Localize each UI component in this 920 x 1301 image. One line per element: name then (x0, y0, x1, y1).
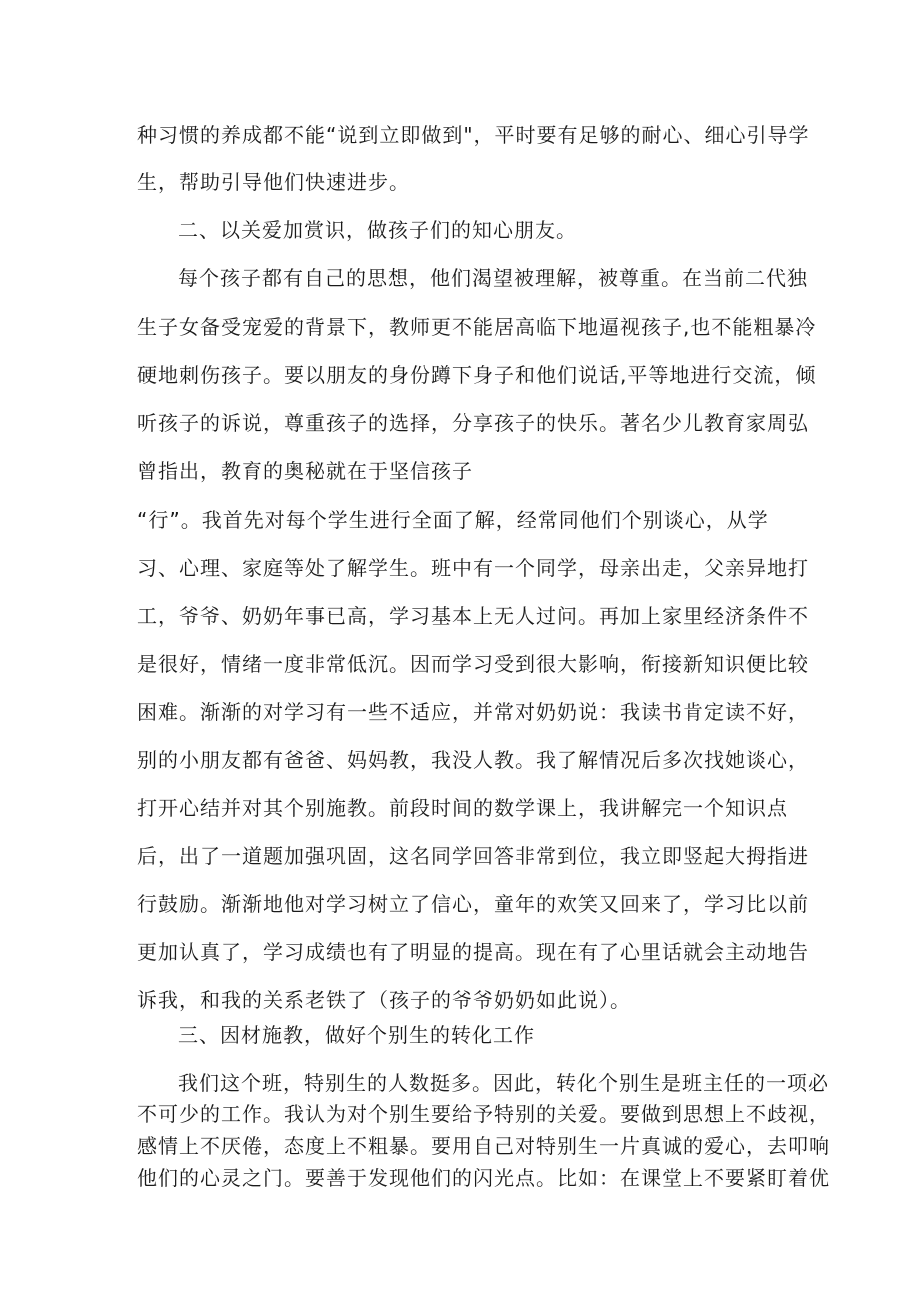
text-line: 他们的心灵之门。要善于发现他们的闪光点。比如：在课堂上不要紧盯着优 (137, 1166, 830, 1190)
text-line: “行”。我首先对每个学生进行全面了解，经常同他们个别谈心，从学 (137, 508, 769, 532)
text-line: 不可少的工作。我认为对个别生要给予特别的关爱。要做到思想上不歧视， (137, 1102, 830, 1126)
text-line: 种习惯的养成都不能“说到立即做到"，平时要有足够的耐心、细心引导学 (137, 123, 810, 147)
section-heading: 三、因材施教，做好个别生的转化工作 (178, 1023, 535, 1047)
text-line: 硬地刺伤孩子。要以朋友的身份蹲下身子和他们说话,平等地进行交流，倾 (137, 363, 817, 387)
text-line: 别的小朋友都有爸爸、妈妈教，我没人教。我了解情况后多次找她谈心， (137, 748, 809, 772)
text-line: 行鼓励。渐渐地他对学习树立了信心，童年的欢笑又回来了，学习比以前 (137, 892, 809, 916)
text-line: 工，爷爷、奶奶年事已高，学习基本上无人过问。再加上家里经济条件不 (137, 604, 809, 628)
text-line: 打开心结并对其个别施教。前段时间的数学课上，我讲解完一个知识点 (137, 796, 788, 820)
text-line: 曾指出，教育的奥秘就在于坚信孩子 (137, 459, 473, 483)
text-line: 诉我，和我的关系老铁了（孩子的爷爷奶奶如此说）。 (137, 988, 631, 1012)
text-line: 生，帮助引导他们快速进步。 (137, 170, 410, 194)
text-line: 我们这个班，特别生的人数挺多。因此，转化个别生是班主任的一项必 (178, 1071, 829, 1095)
text-line: 后，出了一道题加强巩固，这名同学回答非常到位，我立即竖起大拇指进 (137, 844, 809, 868)
text-line: 每个孩子都有自己的思想，他们渴望被理解，被尊重。在当前二代独 (178, 266, 808, 290)
text-line: 困难。渐渐的对学习有一些不适应，并常对奶奶说：我读书肯定读不好， (137, 700, 809, 724)
section-heading: 二、以关爱加赏识，做孩子们的知心朋友。 (178, 218, 577, 242)
text-line: 是很好，情绪一度非常低沉。因而学习受到很大影响，衔接新知识便比较 (137, 652, 809, 676)
text-line: 习、心理、家庭等处了解学生。班中有一个同学，母亲出走，父亲异地打 (137, 556, 809, 580)
text-line: 更加认真了，学习成绩也有了明显的提高。现在有了心里话就会主动地告 (137, 940, 809, 964)
text-line: 生子女备受宠爱的背景下，教师更不能居高临下地逼视孩子,也不能粗暴冷 (137, 315, 817, 339)
text-line: 听孩子的诉说，尊重孩子的选择，分享孩子的快乐。著名少儿教育家周弘 (137, 411, 809, 435)
text-line: 感情上不厌倦，态度上不粗暴。要用自己对特别生一片真诚的爱心，去叩响 (137, 1134, 830, 1158)
